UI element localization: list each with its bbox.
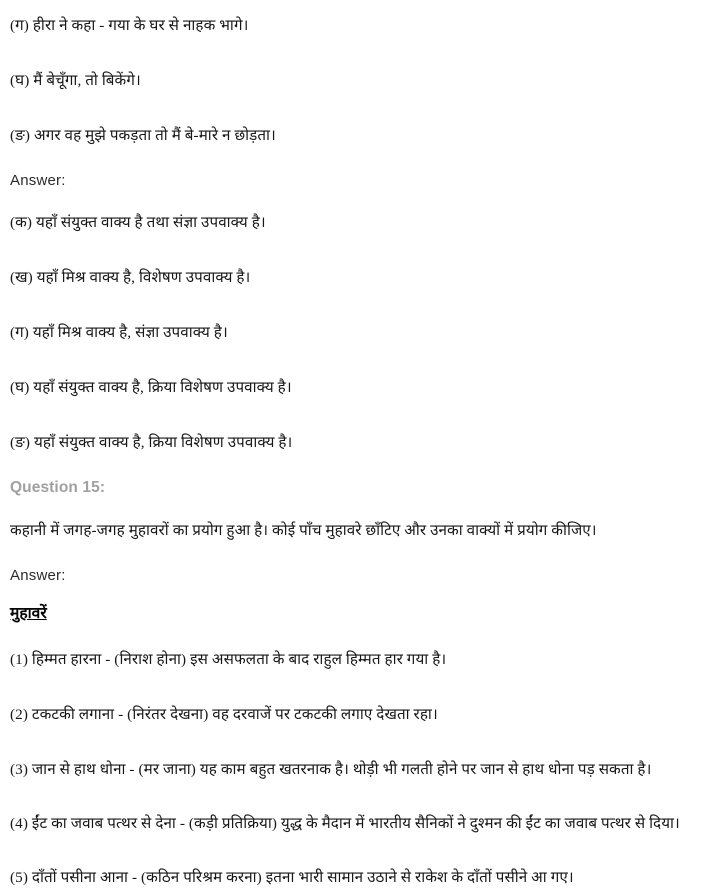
question-15-heading: Question 15: bbox=[10, 479, 106, 496]
answer-items-group bbox=[10, 205, 714, 460]
idiom-item-1: (1) हिम्मत हारना - (निराश होना) इस असफलता के बाद राहुल हिम्मत हार गया है। bbox=[10, 651, 447, 668]
answer-item-nga: (ङ) यहाँ संयुक्त वाक्य है, क्रिया विशेषण उपवाक्य है। bbox=[10, 434, 293, 451]
subheading-spacer bbox=[10, 626, 714, 642]
idioms-list bbox=[10, 642, 714, 895]
option-nga: (ङ) अगर वह मुझे पकड़ता तो मैं बे-मारे न छोड़ता। bbox=[10, 127, 276, 144]
answer-item-kha: (ख) यहाँ मिश्र वाक्य है, विशेषण उपवाक्य है। bbox=[10, 269, 251, 286]
top-spacer bbox=[10, 0, 714, 8]
answer-item-ka: (क) यहाँ संयुक्त वाक्य है तथा संज्ञा उपवाक्य है। bbox=[10, 214, 266, 231]
answer-label: Answer: bbox=[10, 172, 66, 189]
answer-item-ga: (ग) यहाँ मिश्र वाक्य है, संज्ञा उपवाक्य है। bbox=[10, 324, 228, 341]
idioms-subheading-row bbox=[10, 602, 714, 626]
question-15-body: कहानी में जगह-जगह मुहावरों का प्रयोग हुआ है। कोई पाँच मुहावरे छाँटिए और उनका वाक्यों में प्रयोग कीजिए। bbox=[10, 522, 597, 539]
question-heading-spacer bbox=[10, 499, 714, 513]
question-15-answer-label: Answer: bbox=[10, 567, 66, 584]
option-gha: (घ) मैं बेचूँगा, तो बिकेंगे। bbox=[10, 72, 141, 89]
q15-answer-spacer bbox=[10, 587, 714, 602]
idiom-item-3: (3) जान से हाथ धोना - (मर जाना) यह काम बहुत खतरनाक है। थोड़ी भी गलती होने पर जान से हाथ धोना पड़ सकता है। bbox=[10, 761, 652, 778]
idiom-item-4: (4) ईंट का जवाब पत्थर से देना - (कड़ी प्रतिक्रिया) युद्ध के मैदान में भारतीय सैनिकों ने दुश्मन की ईंट का जवाब पत्थर से दिया। bbox=[10, 815, 680, 832]
idiom-item-2: (2) टकटकी लगाना - (निरंतर देखना) वह दरवाजें पर टकटकी लगाए देखता रहा। bbox=[10, 706, 438, 723]
answer-label-spacer bbox=[10, 192, 714, 205]
idiom-item-5: (5) दाँतों पसीना आना - (कठिन परिश्रम करना) इतना भारी सामान उठाने से राकेश के दाँतों पसीने आ गए। bbox=[10, 869, 574, 886]
answer-item-gha: (घ) यहाँ संयुक्त वाक्य है, क्रिया विशेषण उपवाक्य है। bbox=[10, 379, 292, 396]
option-ga: (ग) हीरा ने कहा - गया के घर से नाहक भागे। bbox=[10, 17, 249, 34]
idioms-subheading: मुहावरें bbox=[10, 605, 47, 622]
question-options-group bbox=[10, 8, 714, 153]
